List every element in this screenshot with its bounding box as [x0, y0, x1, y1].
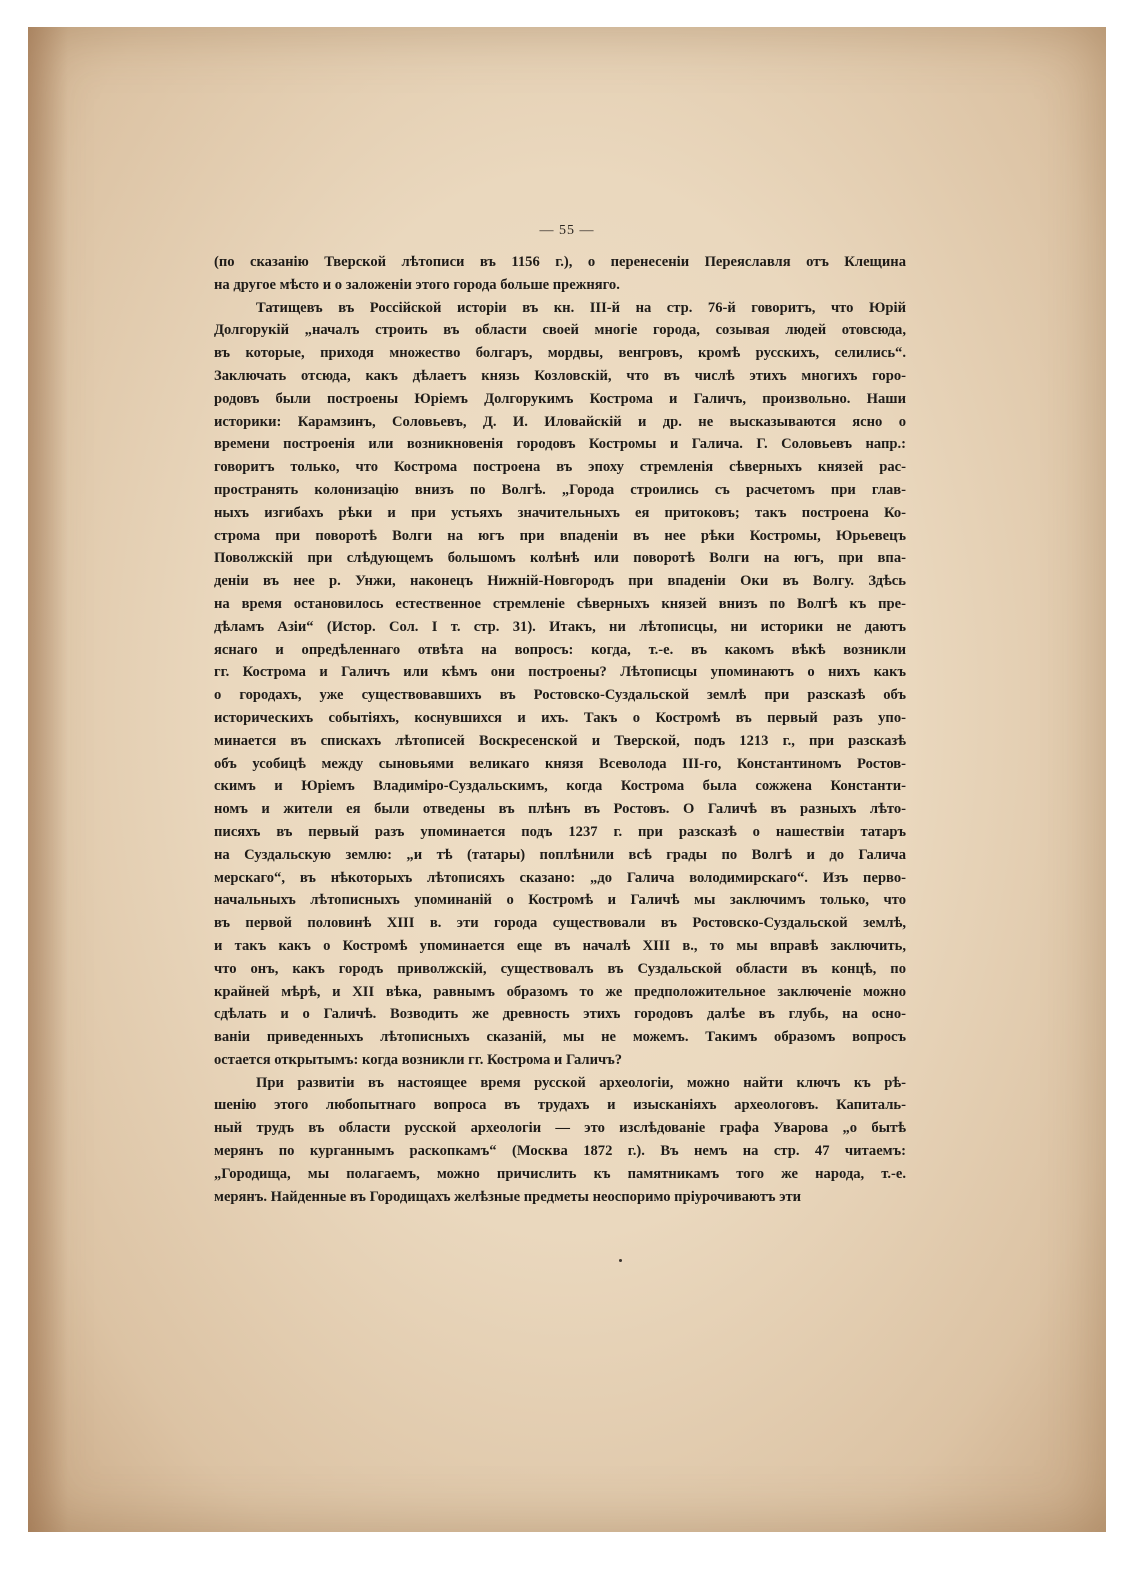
- text-line: деніи въ нее р. Унжи, наконецъ Нижній-Новгородъ при впаденіи Оки въ Волгу. Здѣсь: [214, 573, 906, 590]
- text-line: „Городища, мы полагаемъ, можно причислить къ памятникамъ того же народа, т.-е.: [214, 1165, 906, 1182]
- body-text: [214, 251, 906, 1208]
- text-line: въ которые, приходя множество болгаръ, мордвы, венгровъ, кромѣ русскихъ, селились“.: [214, 345, 906, 362]
- text-line: сдѣлать и о Галичѣ. Возводить же древность этихъ городовъ далѣе въ глубь, на осно-: [214, 1006, 906, 1023]
- text-line: ныхъ изгибахъ рѣки и при устьяхъ значительныхъ ея притоковъ; такъ построена Ко-: [214, 504, 906, 521]
- ink-speck: [619, 1259, 622, 1262]
- text-line: о городахъ, уже существовавшихъ въ Ростовско-Суздальской землѣ при разсказѣ объ: [214, 687, 906, 704]
- text-line: ный трудъ въ области русской археологіи — это изслѣдованіе графа Уварова „о бытѣ: [214, 1120, 906, 1137]
- text-line: ваніи приведенныхъ лѣтописныхъ сказаній, мы не можемъ. Такимъ образомъ вопросъ: [214, 1029, 906, 1046]
- text-line: Долгорукій „началъ строить въ области своей многіе города, созывая людей отовсюда,: [214, 322, 906, 339]
- text-line: мерянъ. Найденные въ Городищахъ желѣзные предметы неоспоримо пріурочиваютъ эти: [214, 1188, 802, 1205]
- text-line: строма при поворотѣ Волги на югъ при впаденіи въ нее рѣки Костромы, Юрьевецъ: [214, 527, 906, 544]
- text-line: Татищевъ въ Россійской исторіи въ кн. III-й на стр. 76-й говоритъ, что Юрій: [256, 299, 906, 316]
- text-line: начальныхъ лѣтописныхъ упоминаній о Костромѣ и Галичѣ мы заключимъ только, что: [214, 892, 906, 909]
- text-line: шенію этого любопытнаго вопроса въ трудахъ и изысканіяхъ археологовъ. Капиталь-: [214, 1097, 906, 1114]
- text-line: и такъ какъ о Костромѣ упоминается еще въ началѣ XIII в., то мы вправѣ заключить,: [214, 937, 906, 954]
- scanned-page: [28, 27, 1106, 1532]
- page-number: — 55 —: [539, 223, 595, 238]
- text-line: гг. Кострома и Галичъ или кѣмъ они построены? Лѣтописцы упоминаютъ о нихъ какъ: [214, 664, 906, 681]
- text-line: историки: Карамзинъ, Соловьевъ, Д. И. Иловайскій и др. не высказываются ясно о: [214, 413, 906, 430]
- text-line: пространять колонизацію внизъ по Волгѣ. „Города строились съ расчетомъ при глав-: [214, 481, 906, 498]
- text-line: говоритъ только, что Кострома построена въ эпоху стремленія сѣверныхъ князей рас-: [214, 459, 906, 476]
- paragraph: [214, 1072, 906, 1209]
- text-line: мерянъ по курганнымъ раскопкамъ“ (Москва 1872 г.). Въ немъ на стр. 47 читаемъ:: [214, 1143, 906, 1160]
- text-line: времени построенія или возникновенія городовъ Костромы и Галича. Г. Соловьевъ напр.:: [214, 436, 906, 453]
- text-line: минается въ спискахъ лѣтописей Воскресенской и Тверской, подъ 1213 г., при разсказѣ: [214, 732, 906, 749]
- text-line: При развитіи въ настоящее время русской археологіи, можно найти ключъ къ рѣ-: [256, 1074, 906, 1091]
- text-line: дѣламъ Азіи“ (Истор. Сол. I т. стр. 31). Итакъ, ни лѣтописцы, ни историки не даютъ: [214, 618, 906, 635]
- text-line: крайней мѣрѣ, и XII вѣка, равнымъ образомъ то же предположительное заключеніе можно: [214, 983, 906, 1000]
- text-line: Заключать отсюда, какъ дѣлаетъ князь Козловскій, что въ числѣ этихъ многихъ горо-: [214, 367, 906, 384]
- text-line: Поволжскій при слѣдующемъ большомъ колѣнѣ или поворотѣ Волги на югъ, при впа-: [214, 550, 906, 567]
- text-line: остается открытымъ: когда возникли гг. Кострома и Галичъ?: [214, 1051, 623, 1068]
- text-line: родовъ были построены Юріемъ Долгорукимъ Кострома и Галичъ, произвольно. Наши: [214, 390, 906, 407]
- text-line: (по сказанію Тверской лѣтописи въ 1156 г.), о перенесеніи Переяславля отъ Клещина: [214, 254, 906, 270]
- text-line: писяхъ въ первый разъ упоминается подъ 1237 г. при разсказѣ о нашествіи татаръ: [214, 823, 906, 840]
- text-line: на Суздальскую землю: „и тѣ (татары) поплѣнили всѣ грады по Волгѣ и до Галича: [214, 846, 906, 863]
- paragraph: [214, 297, 906, 1072]
- text-line: объ усобицѣ между сыновьями великаго князя Всеволода III-го, Константиномъ Ростов-: [214, 755, 906, 772]
- text-line: номъ и жители ея были отведены въ плѣнъ въ Ростовъ. О Галичѣ въ разныхъ лѣто-: [214, 801, 906, 818]
- text-line: скимъ и Юріемъ Владиміро-Суздальскимъ, когда Кострома была сожжена Константи-: [214, 778, 906, 795]
- text-line: что онъ, какъ городъ приволжскій, существовалъ въ Суздальской области въ концѣ, по: [214, 960, 906, 977]
- text-line: яснаго и опредѣленнаго отвѣта на вопросъ: когда, т.-е. въ какомъ вѣкѣ возникли: [214, 641, 906, 658]
- text-line: на другое мѣсто и о заложеніи этого города больше прежняго.: [214, 276, 620, 293]
- text-line: историческихъ событіяхъ, коснувшихся и ихъ. Такъ о Костромѣ въ первый разъ упо-: [214, 709, 906, 726]
- text-line: въ первой половинѣ XIII в. эти города существовали въ Ростовско-Суздальской землѣ,: [214, 915, 906, 932]
- text-line: мерскаго“, въ нѣкоторыхъ лѣтописяхъ сказано: „до Галича володимирскаго“. Изъ перво-: [214, 869, 906, 886]
- paragraph: [214, 251, 906, 297]
- text-line: на время остановилось естественное стремленіе сѣверныхъ князей внизъ по Волгѣ къ пре-: [214, 595, 906, 612]
